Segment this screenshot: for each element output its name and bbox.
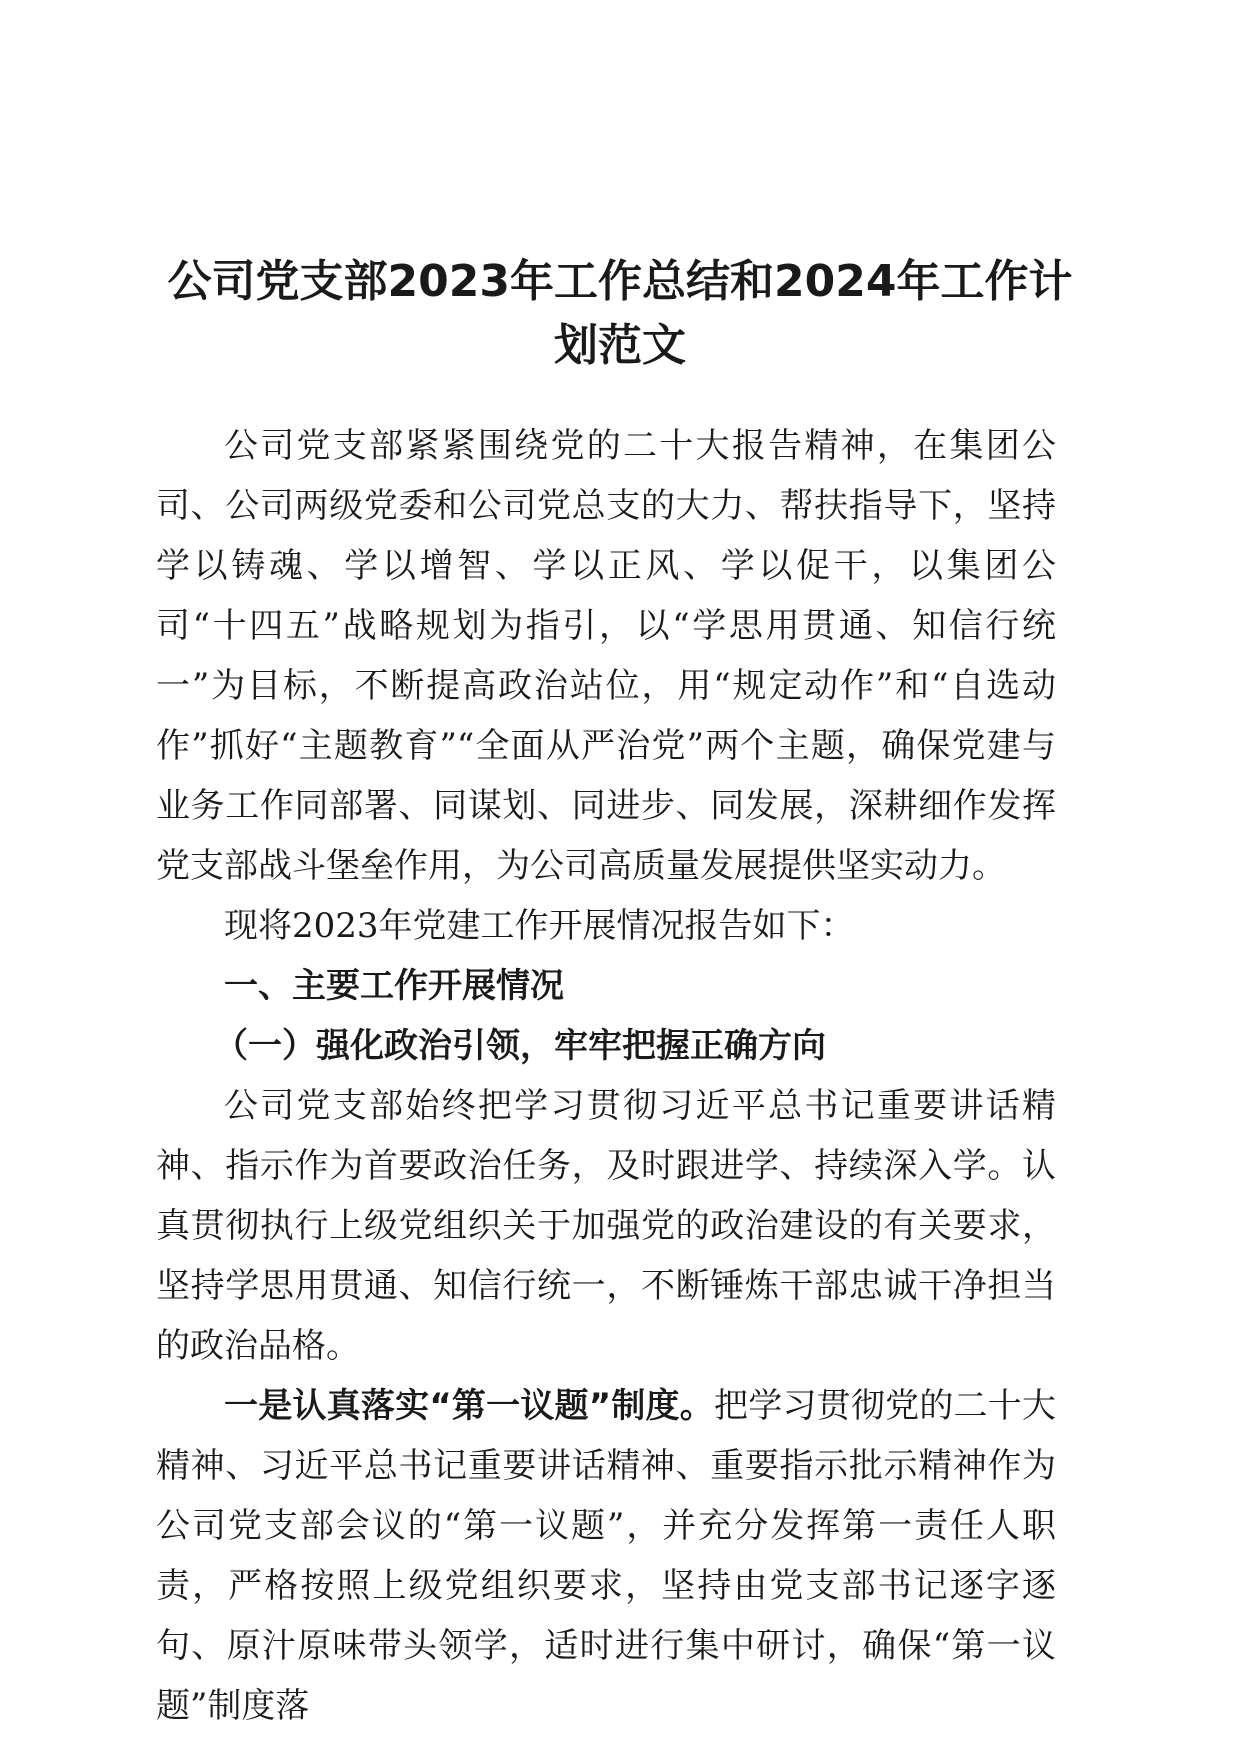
- document-title: 公司党支部2023年工作总结和2024年工作计划范文: [167, 256, 1073, 371]
- subsection-paragraph-1: 公司党支部始终把学习贯彻习近平总书记重要讲话精神、指示作为首要政治任务，及时跟进学、持续深入学。认真贯彻执行上级党组织关于加强党的政治建设的有关要求，坚持学思用贯通、知信行统一，不断锤炼干部忠诚干净担当的政治品格。: [156, 1086, 1056, 1366]
- point-1-lead: 一是认真落实“第一议题”制度。: [224, 1386, 715, 1426]
- document-body: [156, 416, 1056, 1736]
- report-intro: 现将2023年党建工作开展情况报告如下：: [224, 906, 855, 946]
- subsection-heading-1: （一）强化政治引领，牢牢把握正确方向: [214, 1026, 826, 1066]
- intro-paragraph: 公司党支部紧紧围绕党的二十大报告精神，在集团公司、公司两级党委和公司党总支的大力、帮扶指导下，坚持学以铸魂、学以增智、学以正风、学以促干，以集团公司“十四五”战略规划为指引，以“学思用贯通、知信行统一”为目标，不断提高政治站位，用“规定动作”和“自选动作”抓好“主题教育”“全面从严治党”两个主题，确保党建与业务工作同部署、同谋划、同进步、同发展，深耕细作发挥党支部战斗堡垒作用，为公司高质量发展提供坚实动力。: [156, 426, 1056, 886]
- point-1-text: 把学习贯彻党的二十大精神、习近平总书记重要讲话精神、重要指示批示精神作为公司党支部会议的“第一议题”，并充分发挥第一责任人职责，严格按照上级党组织要求，坚持由党支部书记逐字逐句、原汁原味带头领学，适时进行集中研讨，确保“第一议题”制度落: [156, 1386, 1057, 1726]
- section-heading-1: 一、主要工作开展情况: [224, 966, 564, 1006]
- point-1-paragraph: [156, 1376, 1056, 1736]
